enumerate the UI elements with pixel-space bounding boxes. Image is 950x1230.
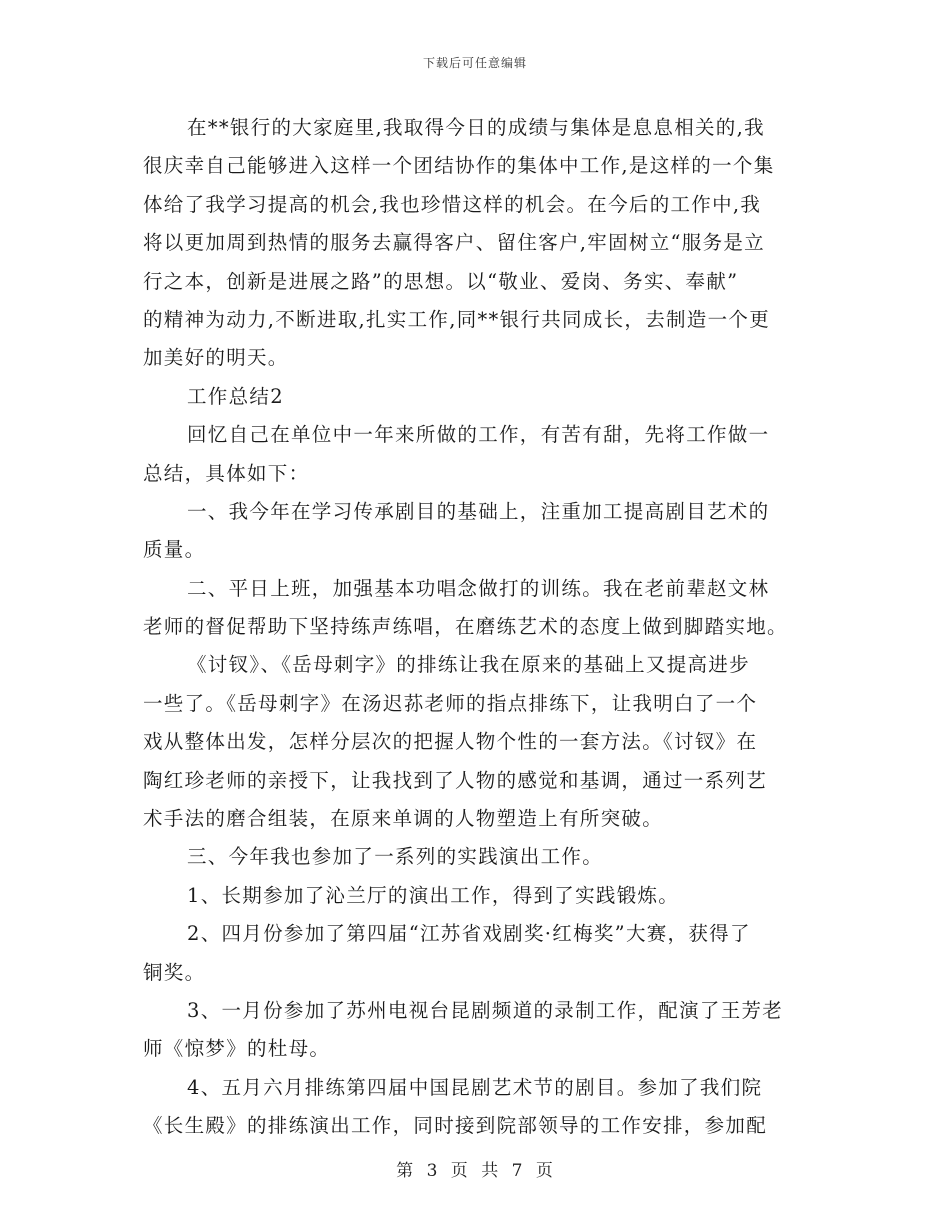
document-body (143, 109, 803, 1146)
text-line: 行之本，创新是进展之路”的思想。以“敬业、爱岗、务实、奉献” (143, 269, 739, 293)
text-line: 老师的督促帮助下坚持练声练唱，在磨练艺术的态度上做到脚踏实地。 (143, 615, 788, 639)
text-line: 的精神为动力,不断进取,扎实工作,同**银行共同成长，去制造一个更 (143, 307, 770, 331)
text-line: 加美好的明天。 (143, 346, 289, 370)
text-line: 将以更加周到热情的服务去赢得客户、留住客户,牢固树立“服务是立 (143, 231, 765, 255)
text-line: 《长生殿》的排练演出工作，同时接到院部领导的工作安排，参加配 (143, 1114, 768, 1138)
text-line: 很庆幸自己能够进入这样一个团结协作的集体中工作,是这样的一个集 (143, 154, 775, 178)
text-line: 三、今年我也参加了一系列的实践演出工作。 (187, 845, 604, 869)
text-line: 回忆自己在单位中一年来所做的工作，有苦有甜，先将工作做一 (187, 423, 770, 447)
list-item: 3、一月份参加了苏州电视台昆剧频道的录制工作，配演了王芳老 (187, 998, 784, 1022)
text-line: 在**银行的大家庭里,我取得今日的成绩与集体是息息相关的,我 (187, 116, 765, 139)
text-line: 陶红珍老师的亲授下，让我找到了人物的感觉和基调，通过一系列艺 (143, 768, 768, 792)
text-line: 二、平日上班，加强基本功唱念做打的训练。我在老前辈赵文林 (187, 576, 770, 600)
text-line: 《讨钗》、《岳母刺字》的排练让我在原来的基础上又提高进步 (187, 653, 750, 677)
list-item: 1、长期参加了沁兰厅的演出工作，得到了实践锻炼。 (187, 883, 680, 907)
section-heading: 工作总结2 (187, 384, 284, 408)
text-line: 铜奖。 (143, 960, 206, 984)
text-line: 一些了。《岳母刺字》在汤迟荪老师的指点排练下，让我明白了一个 (143, 691, 758, 715)
text-line: 总结，具体如下： (143, 461, 310, 485)
text-line: 质量。 (143, 538, 206, 562)
text-line: 一、我今年在学习传承剧目的基础上，注重加工提高剧目艺术的 (187, 499, 770, 523)
text-line: 体给了我学习提高的机会,我也珍惜这样的机会。在今后的工作中,我 (143, 192, 762, 216)
list-item: 2、四月份参加了第四届“江苏省戏剧奖·红梅奖”大赛，获得了 (187, 922, 751, 946)
text-line: 师《惊梦》的杜母。 (143, 1037, 331, 1061)
text-line: 戏从整体出发，怎样分层次的把握人物个性的一套方法。《讨钗》在 (143, 730, 758, 754)
list-item: 4、五月六月排练第四届中国昆剧艺术节的剧目。参加了我们院 (187, 1075, 763, 1099)
page-header: 下载后可任意编辑 (422, 56, 527, 70)
page-number-footer: 第 3 页 共 7 页 (396, 1161, 554, 1181)
text-line: 术手法的磨合组装，在原来单调的人物塑造上有所突破。 (143, 807, 664, 831)
